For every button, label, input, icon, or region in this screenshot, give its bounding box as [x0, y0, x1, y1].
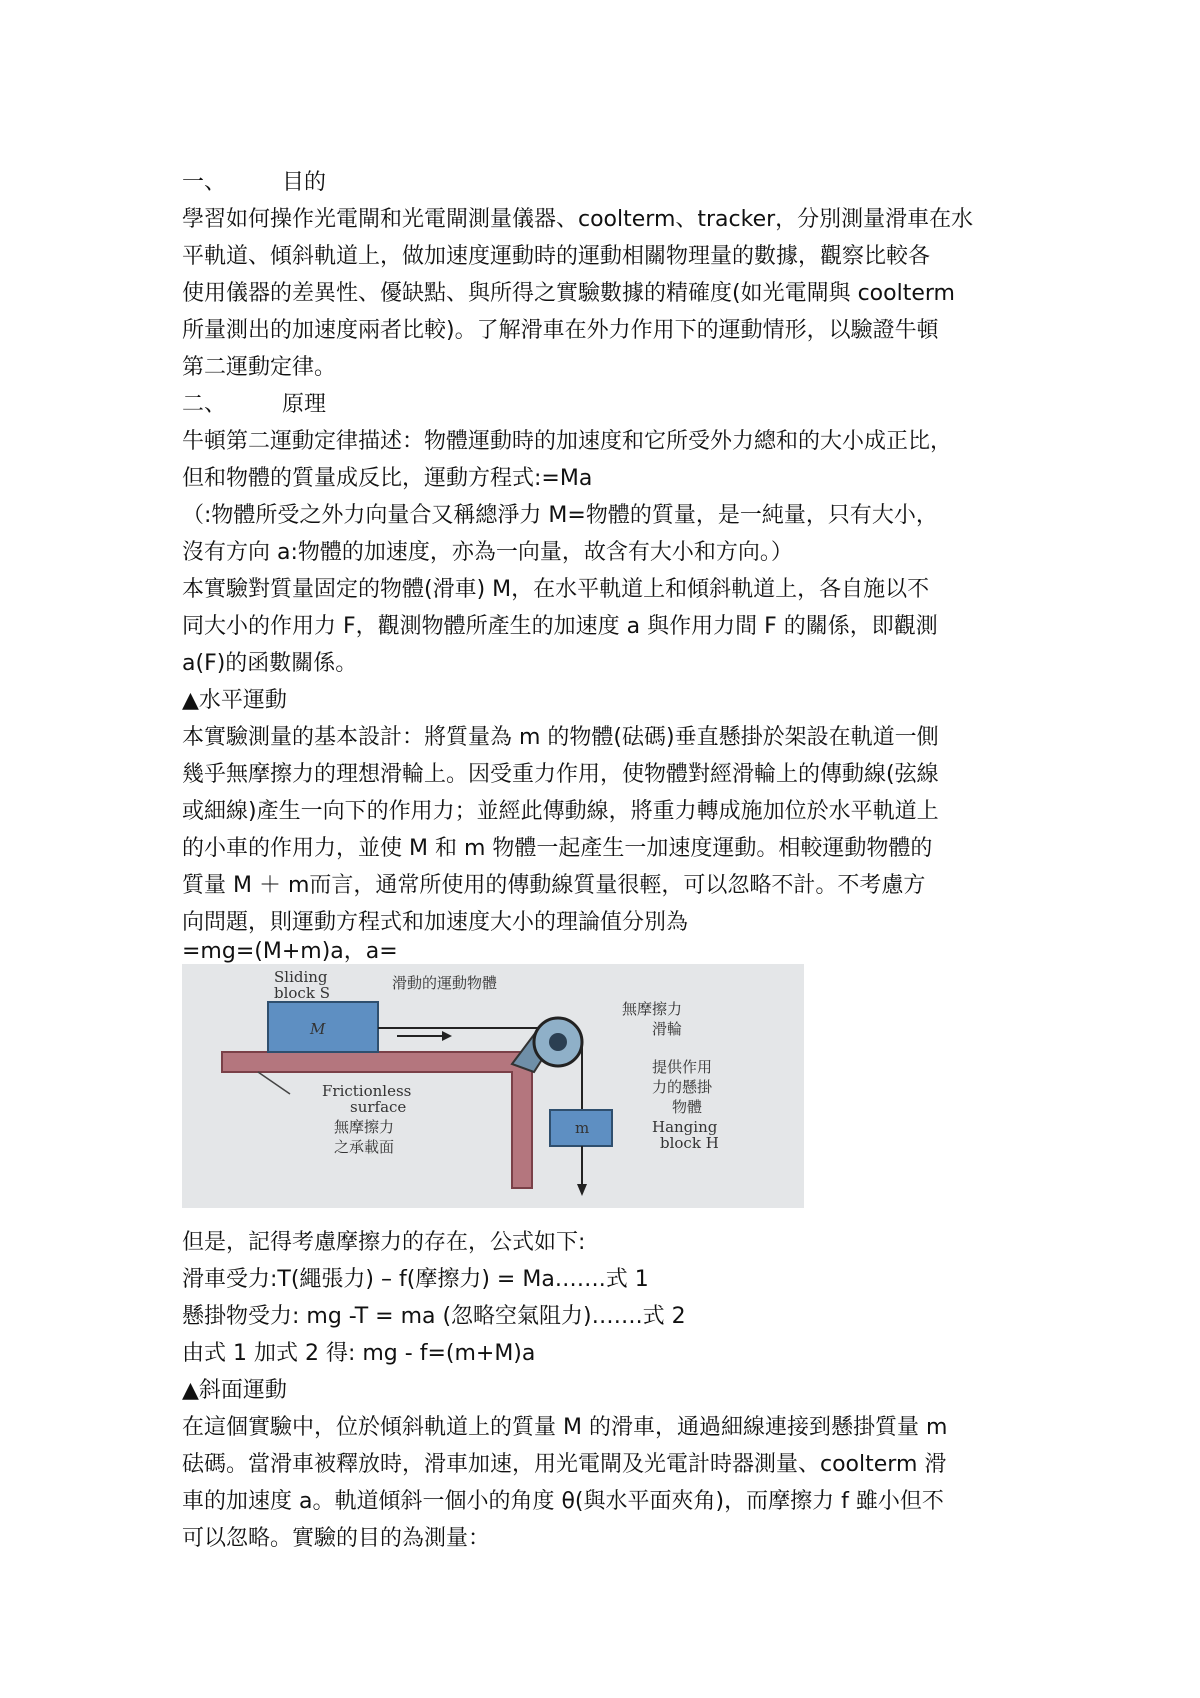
- paragraph-line: 向問題，則運動方程式和加速度大小的理論值分別為: [182, 910, 689, 935]
- pulley-label: 無摩擦力: [622, 1000, 683, 1018]
- down-arrowhead: [577, 1184, 587, 1196]
- pulley-hub: [549, 1033, 567, 1051]
- paragraph-line: 本實驗對質量固定的物體(滑車) M，在水平軌道上和傾斜軌道上，各自施以不: [182, 577, 930, 602]
- surface-label: 無摩擦力: [334, 1118, 395, 1136]
- paragraph-line: 車的加速度 a。軌道傾斜一個小的角度 θ(與水平面夾角)，而摩擦力 f 雖小但不: [182, 1489, 944, 1514]
- leader-line: [258, 1072, 290, 1094]
- paragraph-line: 學習如何操作光電閘和光電閘測量儀器、coolterm、tracker，分別測量滑車在水: [182, 207, 974, 232]
- sliding-block-label: Sliding: [274, 968, 328, 986]
- block-M-label: M: [310, 1020, 326, 1038]
- hanging-force-label: 提供作用: [652, 1058, 713, 1076]
- paragraph-line: 平軌道、傾斜軌道上，做加速度運動時的運動相關物理量的數據，觀察比較各: [182, 244, 931, 269]
- hanging-block-label: block H: [660, 1134, 719, 1152]
- equation-line: =mg=(M+m)a，a=: [182, 939, 398, 964]
- paragraph-line: 所量測出的加速度兩者比較)。了解滑車在外力作用下的運動情形，以驗證牛頓: [182, 318, 939, 343]
- section-heading-principle: [182, 390, 326, 420]
- paragraph-line: 但和物體的質量成反比，運動方程式:=Ma: [182, 466, 593, 491]
- paragraph-line: 的小車的作用力，並使 M 和 m 物體一起產生一加速度運動。相較運動物體的: [182, 836, 933, 861]
- pulley-label: 滑輪: [652, 1020, 683, 1038]
- hanging-force-label: 物體: [672, 1098, 703, 1116]
- frictionless-label: Frictionless: [322, 1082, 412, 1100]
- formula-line: 由式 1 加式 2 得: mg - f=(m+M)a: [182, 1341, 536, 1366]
- paragraph-line: 沒有方向 a:物體的加速度，亦為一向量，故含有大小和方向。）: [182, 540, 793, 565]
- paragraph-line: 幾乎無摩擦力的理想滑輪上。因受重力作用，使物體對經滑輪上的傳動線(弦線: [182, 762, 939, 787]
- section-heading-purpose: [182, 168, 326, 198]
- section-title: 目的: [282, 170, 327, 195]
- paragraph-line: a(F)的函數關係。: [182, 651, 358, 676]
- section-title: 原理: [282, 392, 327, 417]
- block-m-label: m: [575, 1119, 590, 1137]
- paragraph-line: 質量 M ＋ m而言，通常所使用的傳動線質量很輕，可以忽略不計。不考慮方: [182, 873, 926, 898]
- paragraph-line: 砝碼。當滑車被釋放時，滑車加速，用光電閘及光電計時器測量、coolterm 滑: [182, 1452, 947, 1477]
- section-number: 一、: [182, 170, 227, 195]
- formula-line: 滑車受力:T(繩張力) – f(摩擦力) = Ma…….式 1: [182, 1267, 649, 1292]
- paragraph-line: 牛頓第二運動定律描述：物體運動時的加速度和它所受外力總和的大小成正比，: [182, 429, 953, 454]
- paragraph-line: 但是，記得考慮摩擦力的存在，公式如下:: [182, 1230, 586, 1255]
- section-number: 二、: [182, 392, 227, 417]
- moving-object-label: 滑動的運動物體: [392, 974, 498, 992]
- paragraph-line: 同大小的作用力 F，觀測物體所產生的加速度 a 與作用力間 F 的關係，即觀測: [182, 614, 938, 639]
- hanging-force-label: 力的懸掛: [652, 1078, 713, 1096]
- paragraph-line: 第二運動定律。: [182, 355, 337, 380]
- paragraph-line: 本實驗測量的基本設計：將質量為 m 的物體(砝碼)垂直懸掛於架設在軌道一側: [182, 725, 939, 750]
- subheading-incline-motion: ▲斜面運動: [182, 1378, 287, 1403]
- paragraph-line: 使用儀器的差異性、優缺點、與所得之實驗數據的精確度(如光電閘與 coolterm: [182, 281, 955, 306]
- formula-line: 懸掛物受力: mg -T = ma (忽略空氣阻力)…….式 2: [182, 1304, 686, 1329]
- paragraph-line: （:物體所受之外力向量合又稱總淨力 M=物體的質量，是一純量，只有大小，: [182, 503, 938, 528]
- motion-arrowhead: [442, 1031, 452, 1041]
- paragraph-line: 或細線)產生一向下的作用力；並經此傳動線，將重力轉成施加位於水平軌道上: [182, 799, 939, 824]
- hanging-block-label: Hanging: [652, 1118, 718, 1136]
- surface-label: 之承載面: [334, 1138, 395, 1156]
- pulley-diagram: [182, 964, 804, 1208]
- sliding-block-label: block S: [274, 984, 330, 1002]
- subheading-horizontal-motion: ▲水平運動: [182, 688, 287, 713]
- pulley-diagram-svg: [182, 964, 804, 1208]
- frictionless-label: surface: [350, 1098, 407, 1116]
- paragraph-line: 在這個實驗中，位於傾斜軌道上的質量 M 的滑車，通過細線連接到懸掛質量 m: [182, 1415, 948, 1440]
- paragraph-line: 可以忽略。實驗的目的為測量：: [182, 1526, 491, 1551]
